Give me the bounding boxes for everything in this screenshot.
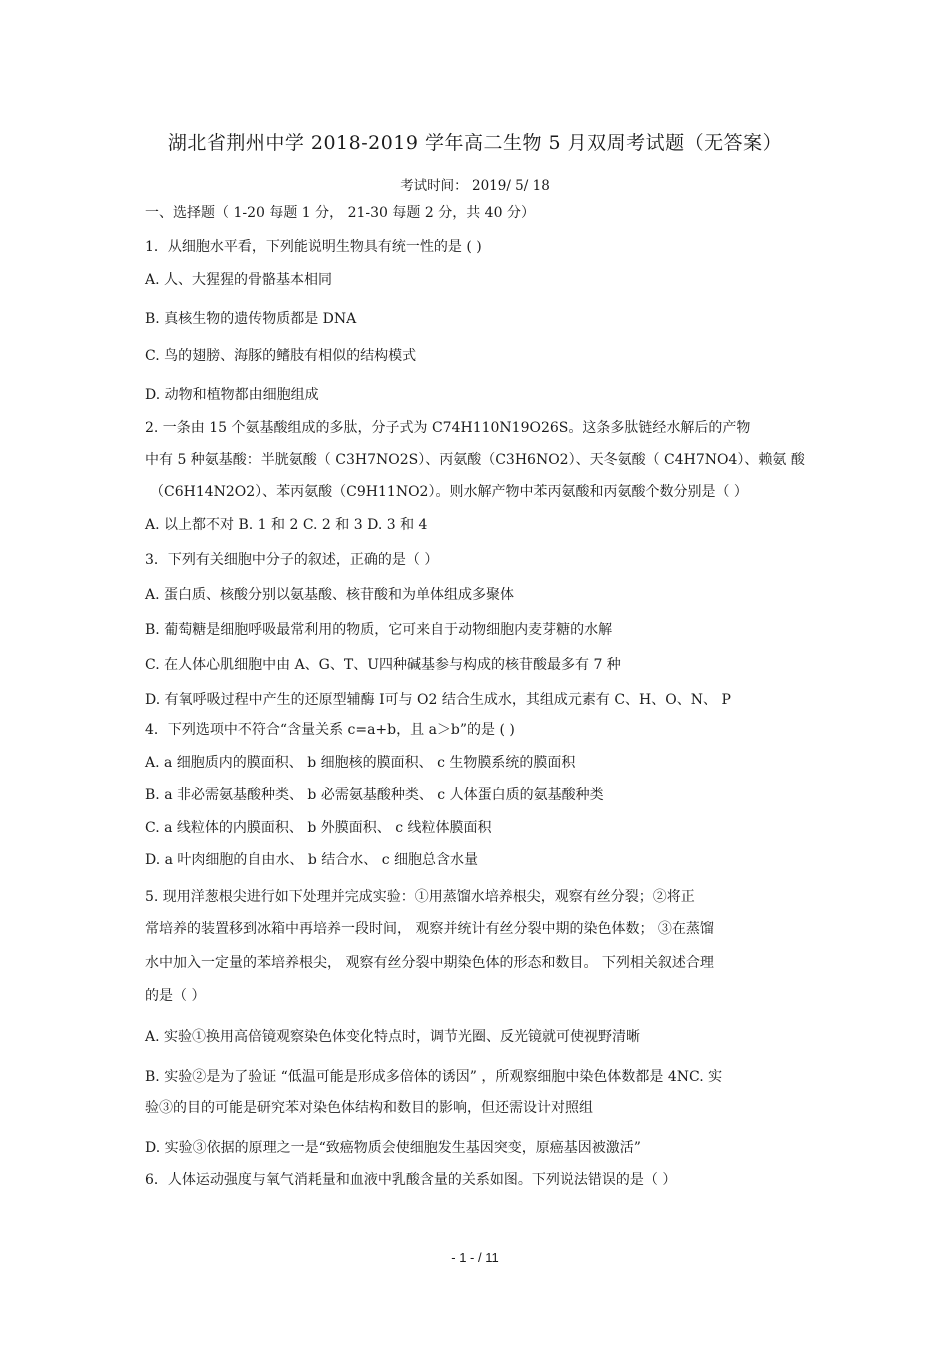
question-5-stem-line-1: 5. 现用洋葱根尖进行如下处理并完成实验：①用蒸馏水培养根尖，观察有丝分裂；②将正 (145, 889, 695, 905)
question-5-option-d: D. 实验③依据的原理之一是“致癌物质会使细胞发生基因突变，原癌基因被激活” (145, 1140, 641, 1156)
exam-time: 考试时间： 2019/ 5/ 18 (400, 178, 550, 194)
question-4-option-d: D. a 叶肉细胞的自由水、 b 结合水、 c 细胞总含水量 (145, 852, 479, 868)
page-number: - 1 - / 11 (451, 1250, 499, 1265)
question-5-option-c-continued: 验③的目的可能是研究苯对染色体结构和数目的影响，但还需设计对照组 (145, 1100, 593, 1116)
question-3-option-c: C. 在人体心肌细胞中由 A、G、T、U四种碱基参与构成的核苷酸最多有 7 种 (145, 657, 621, 673)
question-6-stem: 6．人体运动强度与氧气消耗量和血液中乳酸含量的关系如图。下列说法错误的是（ ） (145, 1172, 677, 1188)
question-3-option-a: A. 蛋白质、核酸分别以氨基酸、核苷酸和为单体组成多聚体 (145, 587, 515, 603)
question-3-option-b: B. 葡萄糖是细胞呼吸最常利用的物质，它可来自于动物细胞内麦芽糖的水解 (145, 622, 613, 638)
section-heading: 一、选择题（ 1-20 每题 1 分， 21-30 每题 2 分，共 40 分） (145, 205, 535, 221)
question-5-stem-line-2: 常培养的装置移到冰箱中再培养一段时间， 观察并统计有丝分裂中期的染色体数； ③在蒸馏 (145, 921, 714, 937)
question-1-option-a: A. 人、大猩猩的骨骼基本相同 (145, 272, 333, 288)
question-2-stem-line-1: 2. 一条由 15 个氨基酸组成的多肽，分子式为 C74H110N19O26S。这条多肽链经水解后的产物 (145, 420, 751, 436)
question-1-option-d: D. 动物和植物都由细胞组成 (145, 387, 319, 403)
question-5-option-b: B. 实验②是为了验证 “低温可能是形成多倍体的诱因” ，所观察细胞中染色体数都是 4NC. 实 (145, 1069, 723, 1085)
question-2-options: A. 以上都不对 B. 1 和 2 C. 2 和 3 D. 3 和 4 (145, 517, 428, 533)
page-title: 湖北省荆州中学 2018-2019 学年高二生物 5 月双周考试题（无答案） (167, 132, 783, 154)
question-5-option-a: A. 实验①换用高倍镜观察染色体变化特点时，调节光圈、反光镜就可使视野清晰 (145, 1029, 641, 1045)
question-4-option-b: B. a 非必需氨基酸种类、 b 必需氨基酸种类、 c 人体蛋白质的氨基酸种类 (145, 787, 604, 803)
question-4-option-c: C. a 线粒体的内膜面积、 b 外膜面积、 c 线粒体膜面积 (145, 820, 492, 836)
question-2-stem-line-2: 中有 5 种氨基酸：半胱氨酸（ C3H7NO2S）、丙氨酸（C3H6NO2）、天冬氨酸（ C4H7NO4）、赖氨 酸 (145, 452, 805, 468)
question-3-option-d: D. 有氧呼吸过程中产生的还原型辅酶 I可与 O2 结合生成水，其组成元素有 C、H、O、N、 P (145, 692, 731, 708)
question-3-stem: 3．下列有关细胞中分子的叙述，正确的是（ ） (145, 552, 439, 568)
question-1-option-c: C. 鸟的翅膀、海豚的鳍肢有相似的结构模式 (145, 348, 417, 364)
question-5-stem-line-3: 水中加入一定量的苯培养根尖， 观察有丝分裂中期染色体的形态和数目。 下列相关叙述合理 (145, 955, 714, 971)
question-5-stem-line-4: 的是（ ） (145, 988, 206, 1004)
question-1-option-b: B. 真核生物的遗传物质都是 DNA (145, 311, 357, 327)
question-2-stem-line-3: （C6H14N2O2）、苯丙氨酸（C9H11NO2）。则水解产物中苯丙氨酸和丙氨酸个数分别是（ ） (150, 484, 748, 500)
question-1-stem: 1．从细胞水平看，下列能说明生物具有统一性的是 ( ) (145, 239, 482, 255)
question-4-option-a: A. a 细胞质内的膜面积、 b 细胞核的膜面积、 c 生物膜系统的膜面积 (145, 755, 576, 771)
question-4-stem: 4．下列选项中不符合“含量关系 c=a+b，且 a＞b”的是 ( ) (145, 722, 515, 738)
